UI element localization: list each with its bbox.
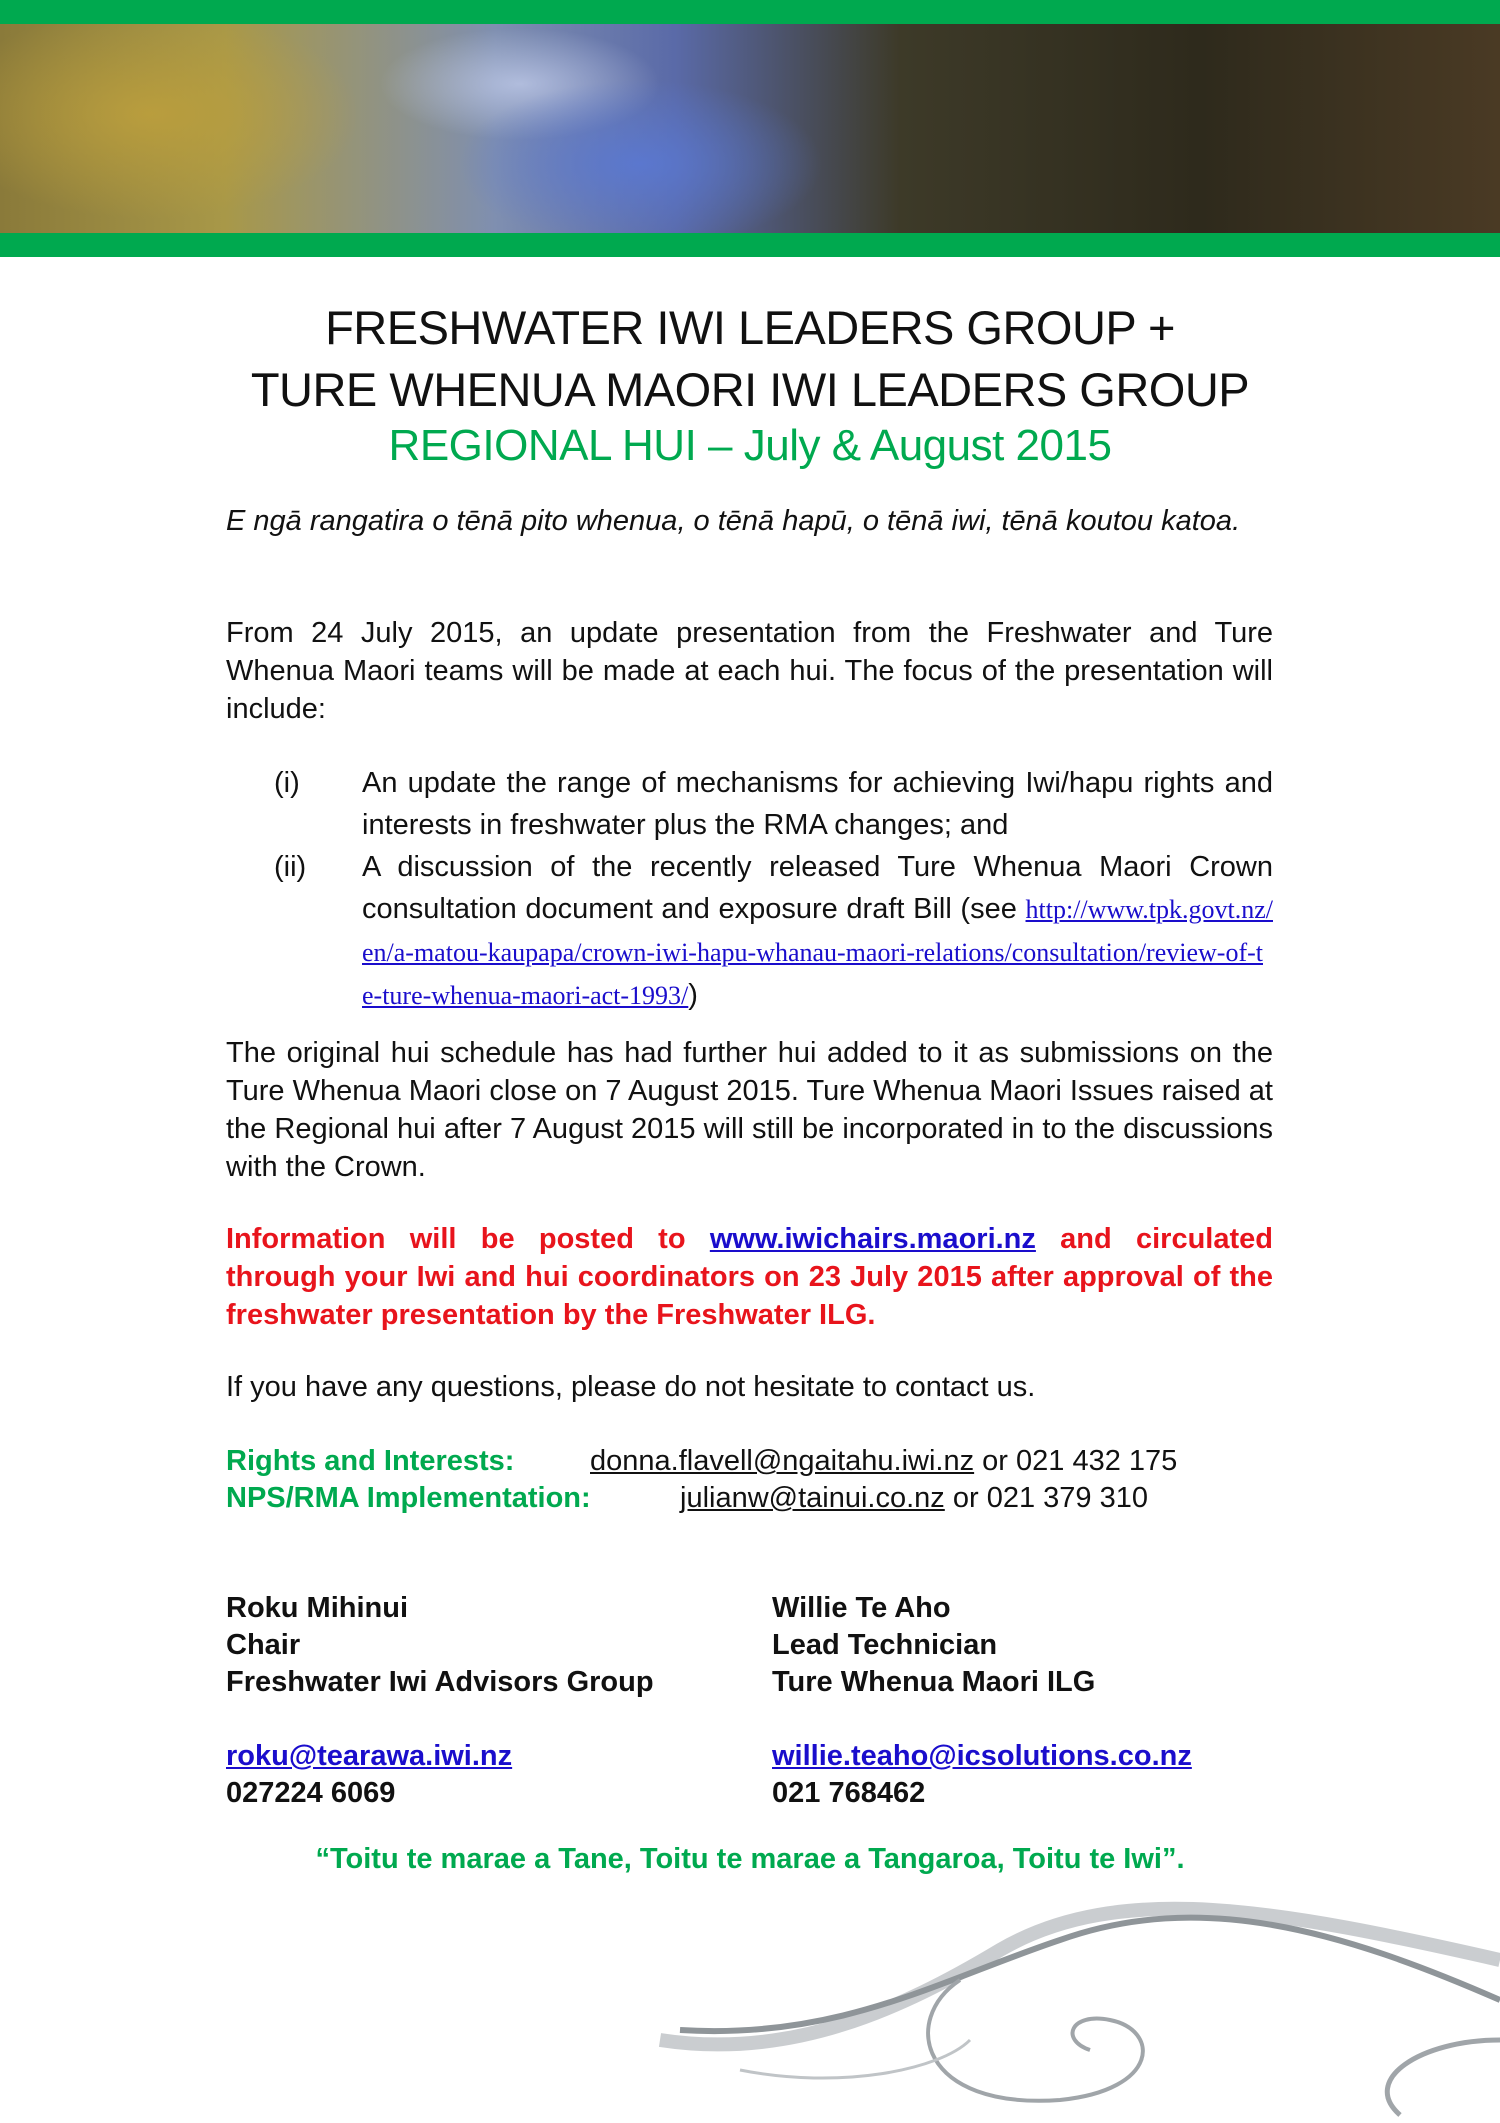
focus-list (226, 762, 1273, 1017)
contact-rights (226, 1443, 1177, 1480)
subtitle: REGIONAL HUI – July & August 2015 (388, 421, 1112, 470)
list-number: (i) (274, 767, 300, 799)
closing-paren: ) (688, 979, 698, 1011)
closing-quote: “Toitu te marae a Tane, Toitu te marae a Tangaroa, Toitu te Iwi”. (315, 1843, 1185, 1875)
contact-label: Rights and Interests: (226, 1445, 515, 1477)
signatory-org: Freshwater Iwi Advisors Group (226, 1666, 654, 1698)
top-green-band (0, 0, 1500, 24)
list-text: An update the range of mechanisms for achieving Iwi/hapu rights and interests in freshwater plus the RMA changes; and (362, 767, 1273, 841)
signatory-name: Roku Mihinui (226, 1592, 409, 1624)
title-line-2: TURE WHENUA MAORI IWI LEADERS GROUP (250, 363, 1250, 416)
signatory-name: Willie Te Aho (772, 1592, 951, 1624)
list-text: A discussion of the recently released Ture Whenua Maori Crown consultation document and exposure draft Bill (see (362, 851, 1273, 925)
contact-label: NPS/RMA Implementation: (226, 1482, 591, 1514)
contact-nps (226, 1480, 1148, 1517)
signatory-role: Chair (226, 1629, 301, 1661)
signatory-email[interactable]: roku@tearawa.iwi.nz (226, 1740, 513, 1772)
schedule-paragraph: The original hui schedule has had further hui added to it as submissions on the Ture Whenua Maori close on 7 August 2015. Ture Whenua Maori Issues raised at the Regional hui after 7 August 2015 will still be incorporated in to the discussions with the Crown. (226, 1037, 1273, 1183)
contact-email[interactable]: julianw@tainui.co.nz (680, 1482, 945, 1514)
iwichairs-link[interactable]: www.iwichairs.maori.nz (709, 1223, 1036, 1255)
signatory-2 (772, 1590, 1192, 1812)
contact-email[interactable]: donna.flavell@ngaitahu.iwi.nz (590, 1445, 975, 1477)
signatory-org: Ture Whenua Maori ILG (772, 1666, 1096, 1698)
signatory-phone: 027224 6069 (226, 1777, 396, 1809)
title-line-1: FRESHWATER IWI LEADERS GROUP + (325, 301, 1175, 354)
water-banner-image (0, 24, 1500, 233)
contact-phone: or 021 379 310 (944, 1482, 1148, 1514)
intro-paragraph: From 24 July 2015, an update presentation from the Freshwater and Ture Whenua Maori teams will be made at each hui. The focus of the presentation will include: (226, 617, 1273, 725)
decorative-swirl-icon (640, 1890, 1500, 2123)
list-item (226, 762, 1273, 846)
contact-phone: or 021 432 175 (974, 1445, 1178, 1477)
tpk-consultation-link[interactable]: http://www.tpk.govt.nz/en/a-matou-kaupapa/crown-iwi-hapu-whanau-maori-relations/consultation/review-of-te-ture-whenua-maori-act-1993/ (362, 895, 1273, 1010)
questions-text: If you have any questions, please do not hesitate to contact us. (226, 1371, 1036, 1403)
signatory-1 (226, 1590, 654, 1812)
bottom-green-band (0, 233, 1500, 257)
list-item (226, 846, 1273, 1017)
greeting: E ngā rangatira o tēnā pito whenua, o tēnā hapū, o tēnā iwi, tēnā koutou katoa. (226, 505, 1241, 537)
notice-text: and circulated through your Iwi and hui coordinators on 23 July 2015 after approval of the freshwater presentation by the Freshwater ILG. (226, 1223, 1273, 1331)
list-text-container (362, 846, 1273, 1017)
signatory-email[interactable]: willie.teaho@icsolutions.co.nz (772, 1740, 1192, 1772)
notice-text: Information will be posted to (226, 1223, 710, 1255)
signatory-phone: 021 768462 (772, 1777, 926, 1809)
signatory-role: Lead Technician (772, 1629, 998, 1661)
list-number: (ii) (274, 851, 307, 883)
notice-paragraph (226, 1220, 1273, 1334)
